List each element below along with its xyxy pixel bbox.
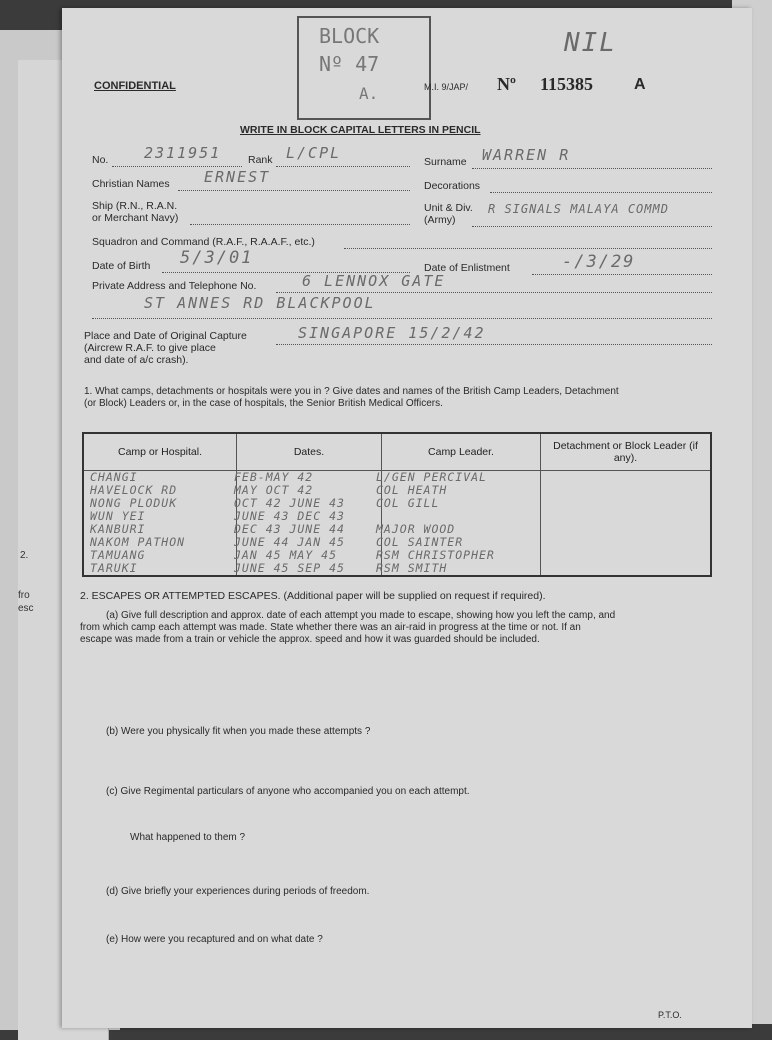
- unit-value: R SIGNALS MALAYA COMMD: [488, 202, 669, 216]
- christian-names-label: Christian Names: [92, 178, 170, 190]
- capture-label-2: (Aircrew R.A.F. to give place: [84, 342, 216, 354]
- camp-dates-7: JUNE 45 SEP 45: [234, 561, 345, 575]
- form-suffix: A: [634, 76, 646, 93]
- question-2-title: 2. ESCAPES OR ATTEMPTED ESCAPES. (Additional paper will be supplied on request if required).: [80, 590, 546, 602]
- camp-dates-6: JAN 45 MAY 45: [234, 548, 338, 562]
- camp-name-5: NAKOM PATHON: [90, 535, 186, 549]
- squadron-label: Squadron and Command (R.A.F., R.A.A.F., etc.): [92, 236, 315, 248]
- instruction-heading: WRITE IN BLOCK CAPITAL LETTERS IN PENCIL: [240, 124, 481, 136]
- camp-name-4: KANBURI: [90, 522, 146, 536]
- edge-number: 2.: [20, 550, 29, 561]
- capture-label-3: and date of a/c crash).: [84, 354, 189, 366]
- camp-dates-4: DEC 43 JUNE 44: [234, 522, 345, 536]
- christian-names-value: ERNEST: [204, 168, 271, 186]
- decorations-label: Decorations: [424, 180, 481, 192]
- camp-name-6: TAMUANG: [90, 548, 146, 562]
- question-2d: (d) Give briefly your experiences during periods of freedom.: [106, 886, 370, 897]
- camp-leader-6: RSM CHRISTOPHER: [376, 548, 495, 562]
- rank-value: L/CPL: [286, 144, 342, 162]
- stamp-line-2: Nº 47: [319, 52, 380, 76]
- capture-label-1: Place and Date of Original Capture: [84, 330, 247, 342]
- question-2a-line-1: (a) Give full description and approx. date of each attempt you made to escape, showing how you left the camp, and: [106, 610, 616, 621]
- unit-label-1: Unit & Div.: [424, 202, 473, 214]
- surname-label: Surname: [424, 156, 467, 168]
- question-2c: (c) Give Regimental particulars of anyone who accompanied you on each attempt.: [106, 786, 470, 797]
- question-2b: (b) Were you physically fit when you made these attempts ?: [106, 726, 371, 737]
- enlistment-value: -/3/29: [562, 252, 636, 272]
- confidential-label: CONFIDENTIAL: [94, 80, 176, 92]
- camp-dates-0: FEB-MAY 42: [234, 470, 314, 484]
- form-page: [62, 8, 752, 1028]
- stamp-line-1: BLOCK: [319, 24, 380, 48]
- question-1-line-2: (or Block) Leaders or, in the case of hospitals, the Senior British Medical Officers.: [84, 398, 443, 409]
- ship-label-1: Ship (R.N., R.A.N.: [92, 200, 178, 212]
- capture-value: SINGAPORE 15/2/42: [298, 324, 486, 342]
- question-2e: (e) How were you recaptured and on what date ?: [106, 934, 323, 945]
- header-detachment-leader: Detachment or Block Leader (if any).: [541, 433, 712, 471]
- camp-name-0: CHANGI: [90, 470, 138, 484]
- camp-leader-1: COL HEATH: [376, 483, 448, 497]
- camp-leader-7: RSM SMITH: [376, 561, 448, 575]
- ship-label-2: or Merchant Navy): [92, 212, 179, 224]
- surname-value: WARREN R: [482, 146, 571, 164]
- camp-name-1: HAVELOCK RD: [90, 483, 178, 497]
- edge-text-1: fro: [18, 590, 30, 601]
- camp-name-7: TARUKI: [90, 561, 138, 575]
- question-2c-followup: What happened to them ?: [130, 832, 246, 843]
- dob-label: Date of Birth: [92, 260, 151, 272]
- header-camp: Camp or Hospital.: [83, 433, 237, 471]
- stamp-line-3: A.: [359, 84, 379, 103]
- header-dates: Dates.: [237, 433, 382, 471]
- camp-leader-2: COL GILL: [376, 496, 440, 510]
- no-value: 2311951: [144, 144, 222, 162]
- pto-label: P.T.O.: [658, 1010, 682, 1020]
- edge-text-2: esc: [18, 603, 34, 614]
- enlistment-label: Date of Enlistment: [424, 262, 510, 274]
- question-1-line-1: 1. What camps, detachments or hospitals were you in ? Give dates and names of the British Camp Leaders, Detachment: [84, 386, 619, 397]
- camp-dates-3: JUNE 43 DEC 43: [234, 509, 345, 523]
- header-camp-leader: Camp Leader.: [382, 433, 541, 471]
- block-stamp: [297, 16, 431, 120]
- camp-leader-5: COL SAINTER: [376, 535, 464, 549]
- question-2a-line-2: from which camp each attempt was made. State whether there was an air-raid in progress at the time or not. If an: [80, 622, 581, 633]
- question-2a-line-3: escape was made from a train or vehicle the approx. speed and how it was guarded should be included.: [80, 634, 540, 645]
- rank-label: Rank: [248, 154, 273, 166]
- form-number: 115385: [540, 74, 594, 94]
- camp-name-3: WUN YEI: [90, 509, 146, 523]
- no-label: No.: [92, 154, 109, 166]
- address-value-1: 6 LENNOX GATE: [302, 272, 446, 290]
- camp-dates-1: MAY OCT 42: [234, 483, 314, 497]
- unit-label-2: (Army): [424, 214, 456, 226]
- ref-code: M.I. 9/JAP/: [424, 82, 469, 92]
- number-prefix: Nº: [497, 74, 516, 94]
- camp-leader-0: L/GEN PERCIVAL: [376, 470, 487, 484]
- camp-leader-4: MAJOR WOOD: [376, 522, 456, 536]
- address-value-2: ST ANNES RD BLACKPOOL: [144, 294, 376, 312]
- address-label: Private Address and Telephone No.: [92, 280, 257, 292]
- camp-name-2: NONG PLODUK: [90, 496, 178, 510]
- camp-dates-2: OCT 42 JUNE 43: [234, 496, 345, 510]
- camp-dates-5: JUNE 44 JAN 45: [234, 535, 345, 549]
- nil-mark: NIL: [564, 28, 617, 58]
- dob-value: 5/3/01: [180, 248, 254, 268]
